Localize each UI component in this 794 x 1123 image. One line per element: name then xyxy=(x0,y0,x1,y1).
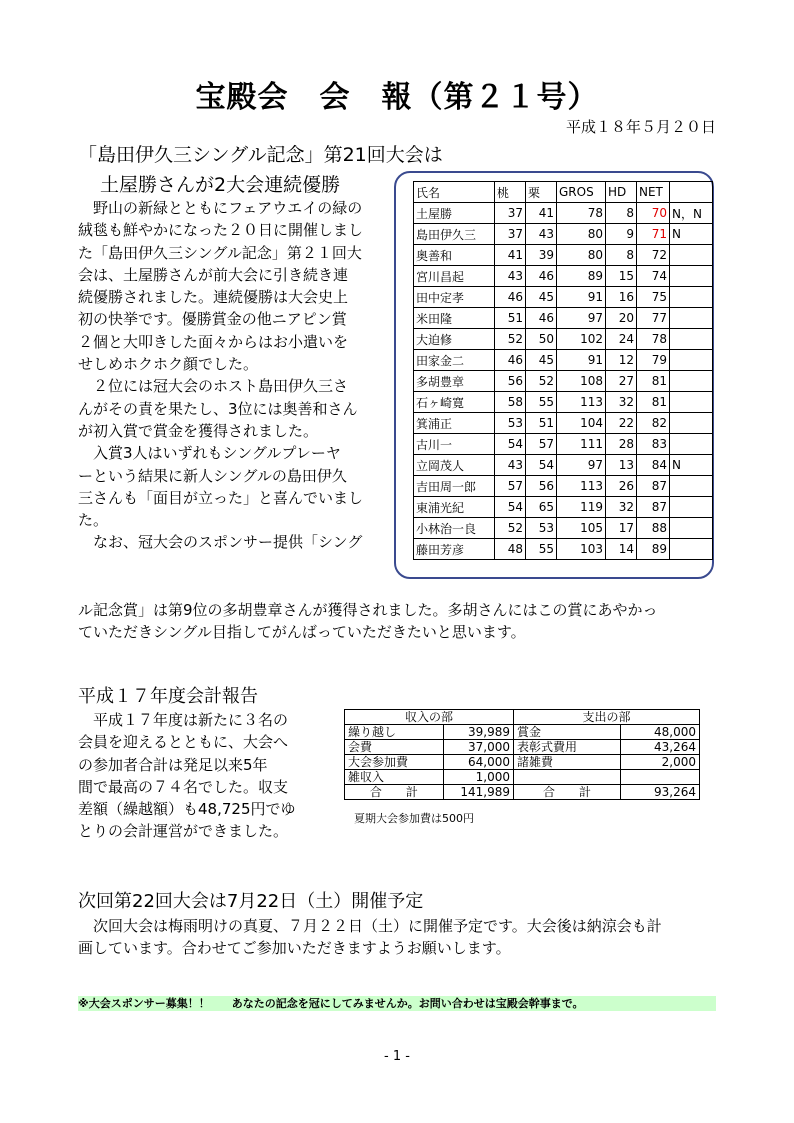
report-line: とりの会計運営ができました。 xyxy=(78,822,289,841)
income-header: 収入の部 xyxy=(345,710,514,725)
score-cell: 13 xyxy=(606,455,637,476)
score-cell: 71 xyxy=(637,224,670,245)
scores-table xyxy=(413,181,713,560)
score-cell: 41 xyxy=(495,245,526,266)
income-amount: 1,000 xyxy=(443,770,513,785)
nearpin-mark: N xyxy=(670,224,713,245)
score-cell: 17 xyxy=(606,518,637,539)
score-cell: 43 xyxy=(526,224,557,245)
score-cell: 52 xyxy=(526,371,557,392)
score-cell: 46 xyxy=(526,308,557,329)
nearpin-mark xyxy=(670,413,713,434)
expense-item: 表彰式費用 xyxy=(514,740,621,755)
nearpin-mark xyxy=(670,434,713,455)
score-cell: 105 xyxy=(557,518,606,539)
player-name: 土屋勝 xyxy=(414,203,495,224)
next-event-heading: 次回第22回大会は7月22日（土）開催予定 xyxy=(78,891,424,912)
score-cell: 74 xyxy=(637,266,670,287)
score-cell: 56 xyxy=(495,371,526,392)
report-line: 間で最高の７４名でした。収支 xyxy=(78,777,289,796)
scores-row xyxy=(414,350,713,371)
score-cell: 75 xyxy=(637,287,670,308)
score-cell: 108 xyxy=(557,371,606,392)
score-cell: 84 xyxy=(637,455,670,476)
article-line: ２個と大叩きした面々からはお小遣いを xyxy=(78,332,349,351)
article-line: せしめホクホク顔でした。 xyxy=(78,355,259,374)
score-cell: 27 xyxy=(606,371,637,392)
scores-row xyxy=(414,497,713,518)
scores-header-cell: HD xyxy=(606,182,637,203)
income-total: 141,989 xyxy=(443,785,513,800)
player-name: 吉田周一郎 xyxy=(414,476,495,497)
player-name: 古川一 xyxy=(414,434,495,455)
score-cell: 51 xyxy=(526,413,557,434)
nearpin-mark: N xyxy=(670,455,713,476)
score-cell: 91 xyxy=(557,287,606,308)
sponsor-banner: ※大会スポンサー募集！！ あなたの記念を冠にしてみませんか。お問い合わせは宝殿会幹事まで。 xyxy=(78,996,716,1011)
next-event-body xyxy=(78,915,718,960)
scores-row xyxy=(414,287,713,308)
article-line: た「島田伊久三シングル記念」第２１回大 xyxy=(78,243,362,262)
nearpin-mark xyxy=(670,392,713,413)
score-cell: 56 xyxy=(526,476,557,497)
article-line: ていただきシングル目指してがんばっていただきたいと思います。 xyxy=(78,623,526,642)
report-line: 差額（繰越額）も48,725円でゆ xyxy=(78,800,296,819)
page-number: - 1 - xyxy=(384,1049,410,1064)
score-cell: 88 xyxy=(637,518,670,539)
nearpin-mark xyxy=(670,518,713,539)
next-event-line: 画しています。合わせてご参加いただきますようお願いします。 xyxy=(78,939,511,958)
score-cell: 43 xyxy=(495,266,526,287)
score-cell: 119 xyxy=(557,497,606,518)
score-cell: 54 xyxy=(495,434,526,455)
score-cell: 28 xyxy=(606,434,637,455)
score-cell: 104 xyxy=(557,413,606,434)
scores-row xyxy=(414,392,713,413)
score-cell: 22 xyxy=(606,413,637,434)
accounts-note: 夏期大会参加費は500円 xyxy=(354,812,474,825)
score-cell: 52 xyxy=(495,329,526,350)
score-cell: 54 xyxy=(495,497,526,518)
score-cell: 48 xyxy=(495,539,526,560)
accounts-total-row xyxy=(345,785,700,800)
score-cell: 89 xyxy=(557,266,606,287)
nearpin-mark xyxy=(670,266,713,287)
score-cell: 65 xyxy=(526,497,557,518)
report-line: 会員を迎えるとともに、大会へ xyxy=(78,733,289,752)
scores-header-cell: GROS xyxy=(557,182,606,203)
score-cell: 37 xyxy=(495,224,526,245)
scores-header-cell: 桃 xyxy=(495,182,526,203)
income-total-label: 合 計 xyxy=(345,785,444,800)
article-line: ル記念賞」は第9位の多胡豊章さんが獲得されました。多胡さんにはこの賞にあやかっ xyxy=(78,601,658,619)
income-item: 繰り越し xyxy=(345,725,444,740)
scores-row xyxy=(414,371,713,392)
score-cell: 8 xyxy=(606,245,637,266)
expense-amount: 2,000 xyxy=(621,755,700,770)
income-item: 会費 xyxy=(345,740,444,755)
accounts-row xyxy=(345,725,700,740)
score-cell: 32 xyxy=(606,497,637,518)
accounts-header-row xyxy=(345,710,700,725)
scores-row xyxy=(414,476,713,497)
scores-row xyxy=(414,245,713,266)
player-name: 箕浦正 xyxy=(414,413,495,434)
next-event-line: 次回大会は梅雨明けの真夏、７月２２日（土）に開催予定です。大会後は納涼会も計 xyxy=(78,917,662,935)
score-cell: 16 xyxy=(606,287,637,308)
player-name: 大迫修 xyxy=(414,329,495,350)
nearpin-mark xyxy=(670,287,713,308)
nearpin-mark: N，N xyxy=(670,203,713,224)
score-cell: 32 xyxy=(606,392,637,413)
newsletter-title: 宝殿会 会 報（第２１号） xyxy=(195,80,599,115)
score-cell: 8 xyxy=(606,203,637,224)
scores-row xyxy=(414,518,713,539)
score-cell: 58 xyxy=(495,392,526,413)
article-line: ーという結果に新人シングルの島田伊久 xyxy=(78,466,347,485)
score-cell: 80 xyxy=(557,224,606,245)
score-cell: 111 xyxy=(557,434,606,455)
score-cell: 57 xyxy=(495,476,526,497)
scores-row xyxy=(414,308,713,329)
player-name: 島田伊久三 xyxy=(414,224,495,245)
expense-item: 諸雑費 xyxy=(514,755,621,770)
expense-amount: 48,000 xyxy=(621,725,700,740)
score-cell: 37 xyxy=(495,203,526,224)
expense-amount xyxy=(621,770,700,785)
player-name: 田中定孝 xyxy=(414,287,495,308)
score-cell: 46 xyxy=(495,287,526,308)
score-cell: 24 xyxy=(606,329,637,350)
score-cell: 53 xyxy=(495,413,526,434)
score-cell: 45 xyxy=(526,287,557,308)
expense-item xyxy=(514,770,621,785)
expense-total-label: 合 計 xyxy=(514,785,621,800)
article-line: ２位には冠大会のホスト島田伊久三さ xyxy=(78,377,349,396)
score-cell: 55 xyxy=(526,392,557,413)
player-name: 小林治一良 xyxy=(414,518,495,539)
player-name: 奥善和 xyxy=(414,245,495,266)
article-body-continued xyxy=(78,599,718,644)
score-cell: 103 xyxy=(557,539,606,560)
income-amount: 39,989 xyxy=(443,725,513,740)
score-cell: 46 xyxy=(495,350,526,371)
nearpin-mark xyxy=(670,329,713,350)
nearpin-mark xyxy=(670,350,713,371)
score-cell: 113 xyxy=(557,476,606,497)
player-name: 米田隆 xyxy=(414,308,495,329)
scores-header-cell: 栗 xyxy=(526,182,557,203)
score-cell: 97 xyxy=(557,308,606,329)
score-cell: 15 xyxy=(606,266,637,287)
score-cell: 39 xyxy=(526,245,557,266)
score-cell: 14 xyxy=(606,539,637,560)
scores-row xyxy=(414,224,713,245)
score-cell: 54 xyxy=(526,455,557,476)
score-cell: 53 xyxy=(526,518,557,539)
score-cell: 89 xyxy=(637,539,670,560)
score-cell: 55 xyxy=(526,539,557,560)
score-cell: 87 xyxy=(637,476,670,497)
scores-header-row xyxy=(414,182,713,203)
score-cell: 9 xyxy=(606,224,637,245)
accounts-table xyxy=(344,709,700,800)
score-cell: 70 xyxy=(637,203,670,224)
nearpin-mark xyxy=(670,308,713,329)
score-cell: 50 xyxy=(526,329,557,350)
article-line: なお、冠大会のスポンサー提供「シング xyxy=(78,533,363,552)
income-amount: 64,000 xyxy=(443,755,513,770)
scores-row xyxy=(414,539,713,560)
score-cell: 46 xyxy=(526,266,557,287)
score-cell: 87 xyxy=(637,497,670,518)
income-amount: 37,000 xyxy=(443,740,513,755)
score-cell: 57 xyxy=(526,434,557,455)
report-heading: 平成１７年度会計報告 xyxy=(78,686,258,707)
accounts-row xyxy=(345,770,700,785)
nearpin-mark xyxy=(670,476,713,497)
article-line: 続優勝されました。連続優勝は大会史上 xyxy=(78,288,349,307)
article-line: 入賞3人はいずれもシングルプレーヤ xyxy=(78,444,341,463)
score-cell: 45 xyxy=(526,350,557,371)
accounts-row xyxy=(345,740,700,755)
article-body xyxy=(78,197,390,554)
player-name: 多胡豊章 xyxy=(414,371,495,392)
player-name: 石ヶ崎寛 xyxy=(414,392,495,413)
scores-row xyxy=(414,329,713,350)
expense-total: 93,264 xyxy=(621,785,700,800)
score-cell: 52 xyxy=(495,518,526,539)
score-cell: 91 xyxy=(557,350,606,371)
report-line: 平成１７年度は新たに３名の xyxy=(78,711,289,729)
score-cell: 78 xyxy=(637,329,670,350)
scores-row xyxy=(414,203,713,224)
article-line: 三さんも「面目が立った」と喜んでいまし xyxy=(78,488,364,507)
nearpin-mark xyxy=(670,371,713,392)
income-item: 大会参加費 xyxy=(345,755,444,770)
article-line: た。 xyxy=(78,511,109,530)
income-item: 雑収入 xyxy=(345,770,444,785)
score-cell: 77 xyxy=(637,308,670,329)
score-cell: 113 xyxy=(557,392,606,413)
issue-date: 平成１８年５月２０日 xyxy=(565,118,716,136)
player-name: 東浦光紀 xyxy=(414,497,495,518)
score-cell: 80 xyxy=(557,245,606,266)
article-line: 初の快挙です。優勝賞金の他ニアピン賞 xyxy=(78,310,347,329)
score-cell: 97 xyxy=(557,455,606,476)
article-line: 絨毯も鮮やかになった２０日に開催しまし xyxy=(78,221,364,240)
expense-header: 支出の部 xyxy=(514,710,700,725)
player-name: 藤田芳彦 xyxy=(414,539,495,560)
score-cell: 51 xyxy=(495,308,526,329)
score-cell: 72 xyxy=(637,245,670,266)
article-headline: 「島田伊久三シングル記念」第21回大会は xyxy=(78,144,443,166)
score-cell: 12 xyxy=(606,350,637,371)
scores-row xyxy=(414,413,713,434)
score-cell: 102 xyxy=(557,329,606,350)
expense-amount: 43,264 xyxy=(621,740,700,755)
article-line: んがその責を果たし、3位には奥善和さん xyxy=(78,399,358,418)
nearpin-mark xyxy=(670,497,713,518)
article-line: 会は、土屋勝さんが前大会に引き続き連 xyxy=(78,265,349,284)
score-cell: 82 xyxy=(637,413,670,434)
score-cell: 78 xyxy=(557,203,606,224)
article-line: が初入賞で賞金を獲得されました。 xyxy=(78,421,319,440)
expense-item: 賞金 xyxy=(514,725,621,740)
article-line: 野山の新緑とともにフェアウエイの緑の xyxy=(78,199,363,217)
score-cell: 81 xyxy=(637,392,670,413)
score-cell: 79 xyxy=(637,350,670,371)
score-cell: 20 xyxy=(606,308,637,329)
scores-header-cell: 氏名 xyxy=(414,182,495,203)
score-cell: 83 xyxy=(637,434,670,455)
scores-header-cell: NET xyxy=(637,182,670,203)
report-line: の参加者合計は発足以来5年 xyxy=(78,755,268,774)
nearpin-mark xyxy=(670,539,713,560)
score-cell: 43 xyxy=(495,455,526,476)
score-cell: 41 xyxy=(526,203,557,224)
scores-row xyxy=(414,266,713,287)
accounts-row xyxy=(345,755,700,770)
scores-header-cell xyxy=(670,182,713,203)
report-body xyxy=(78,709,338,843)
score-cell: 26 xyxy=(606,476,637,497)
player-name: 田家金二 xyxy=(414,350,495,371)
scores-row xyxy=(414,434,713,455)
player-name: 宮川昌起 xyxy=(414,266,495,287)
nearpin-mark xyxy=(670,245,713,266)
score-cell: 81 xyxy=(637,371,670,392)
player-name: 立岡茂人 xyxy=(414,455,495,476)
scores-row xyxy=(414,455,713,476)
article-subheadline: 土屋勝さんが2大会連続優勝 xyxy=(100,174,341,196)
